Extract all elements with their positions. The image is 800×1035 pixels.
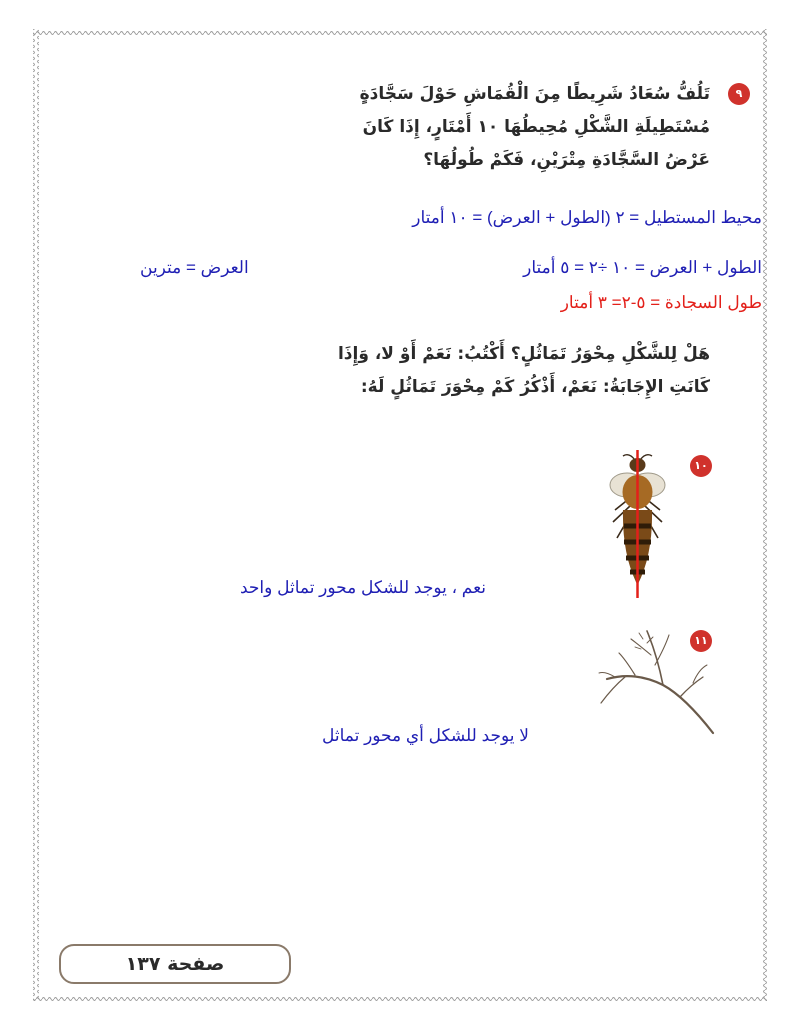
question-number-9: ٩ — [728, 83, 750, 105]
branch-icon — [595, 625, 725, 740]
question-number-10: ١٠ — [690, 455, 712, 477]
question9-line-1: تَلُفُّ سُعَادُ شَرِيطًا مِنَ الْقُمَاشِ حَوْلَ سَجَّادَةٍ — [359, 84, 710, 104]
question-number-11: ١١ — [690, 630, 712, 652]
symmetry-prompt-line-1: هَلْ لِلشَّكْلِ مِحْوَرُ تَمَاثُلٍ؟ أَكْتُبُ: نَعَمْ أَوْ لا، وَإِذَا — [337, 344, 710, 364]
page-number-label: صفحة ١٣٧ — [125, 953, 225, 975]
symmetry-prompt-line-2: كَانَتِ الإِجَابَةُ: نَعَمْ، أَذْكُرُ كَمْ مِحْوَرَ تَمَاثُلٍ لَهُ: — [360, 377, 710, 397]
answer9-width: العرض = مترين — [140, 258, 249, 277]
answer9-perimeter: محيط المستطيل = ٢ (الطول + العرض) = ١٠ أمتار — [412, 208, 762, 227]
question9-line-3: عَرْضُ السَّجَّادَةِ مِتْرَيْنِ، فَكَمْ طُولُهَا؟ — [423, 150, 710, 170]
answer9-length: طول السجادة = ٥-٢= ٣ أمتار — [560, 293, 762, 312]
bee-icon — [605, 450, 670, 600]
answer9-sum: الطول + العرض = ١٠ ÷٢ = ٥ أمتار — [523, 258, 762, 277]
answer10: نعم ، يوجد للشكل محور تماثل واحد — [240, 578, 487, 597]
answer11: لا يوجد للشكل أي محور تماثل — [322, 726, 529, 745]
question9-line-2: مُسْتَطِيلَةِ الشَّكْلِ مُحِيطُهَا ١٠ أَمْتَارٍ، إِذَا كَانَ — [362, 117, 710, 137]
